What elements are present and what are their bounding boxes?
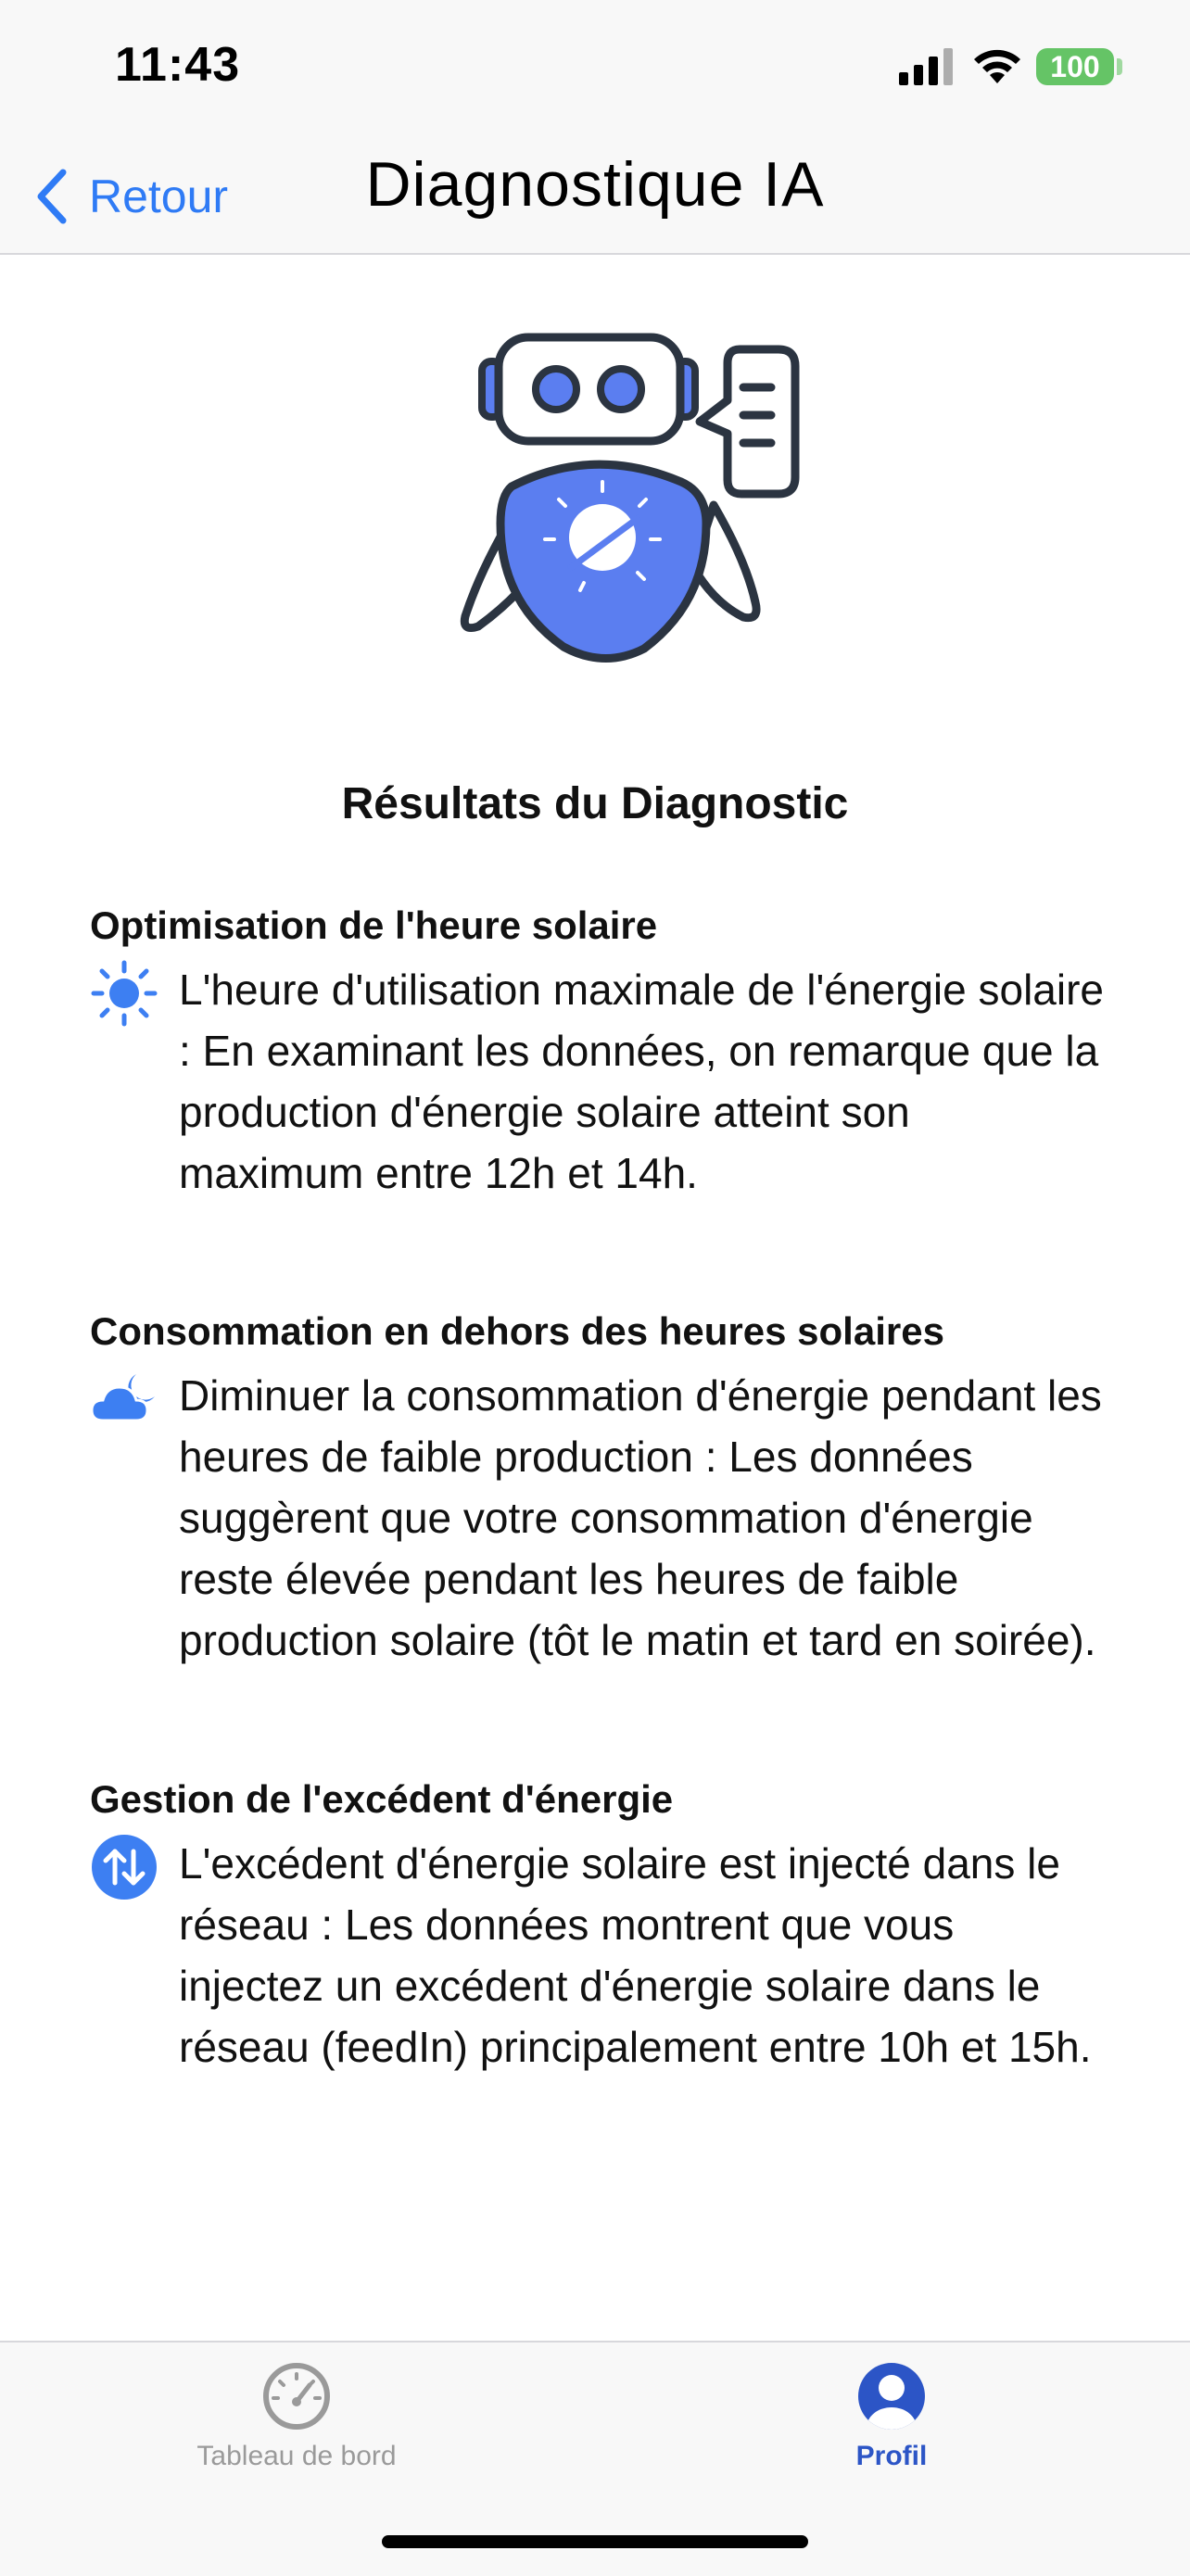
- navigation-bar: [0, 139, 1190, 255]
- wifi-icon: [971, 46, 1023, 85]
- battery-indicator: 100: [1036, 48, 1114, 85]
- tab-dashboard[interactable]: [111, 2361, 482, 2472]
- diagnostic-title: Gestion de l'excédent d'énergie: [90, 1777, 674, 1821]
- status-time: 11:43: [115, 38, 241, 92]
- tab-label: Tableau de bord: [196, 2441, 397, 2471]
- status-bar: [0, 0, 1190, 139]
- user-circle-icon: [856, 2361, 927, 2431]
- back-button[interactable]: [33, 159, 228, 234]
- page-title: Diagnostique IA: [365, 149, 825, 220]
- back-label: Retour: [89, 170, 229, 222]
- results-heading: Résultats du Diagnostic: [341, 779, 849, 828]
- diagnostic-title: Optimisation de l'heure solaire: [90, 903, 658, 947]
- cellular-signal-icon: [899, 48, 955, 85]
- tab-profile[interactable]: [706, 2361, 1077, 2472]
- diagnostic-text: Diminuer la consommation d'énergie pendant les heures de faible production : Les données suggèrent que votre consommation d'énergie reste élevée pendant les heures de faible production solaire (tôt le matin et tard en soirée).: [179, 1371, 1102, 1664]
- robot-assistant-icon: [445, 324, 843, 686]
- diagnostic-title: Consommation en dehors des heures solaires: [90, 1309, 944, 1353]
- chevron-left-icon: [33, 167, 70, 226]
- home-indicator[interactable]: [382, 2535, 808, 2548]
- diagnostic-item-solar-hour: [90, 903, 1109, 1204]
- tab-label: Profil: [855, 2441, 928, 2471]
- arrows-up-down-icon: [90, 1833, 158, 1901]
- diagnostic-text: L'heure d'utilisation maximale de l'énergie solaire : En examinant les données, on remarque que la production d'énergie solaire atteint son maximum entre 12h et 14h.: [179, 966, 1105, 1197]
- diagnostic-item-off-solar-consumption: [90, 1309, 1109, 1671]
- diagnostic-text: L'excédent d'énergie solaire est injecté dans le réseau : Les données montrent que vous injectez un excédent d'énergie solaire dans le réseau (feedIn) principalement entre 10h et 15h.: [179, 1839, 1092, 2071]
- sun-icon: [90, 959, 158, 1028]
- cloud-moon-icon: [90, 1365, 158, 1433]
- speedometer-icon: [261, 2361, 332, 2431]
- diagnostic-item-energy-surplus: [90, 1777, 1109, 2077]
- battery-cap: [1117, 58, 1122, 75]
